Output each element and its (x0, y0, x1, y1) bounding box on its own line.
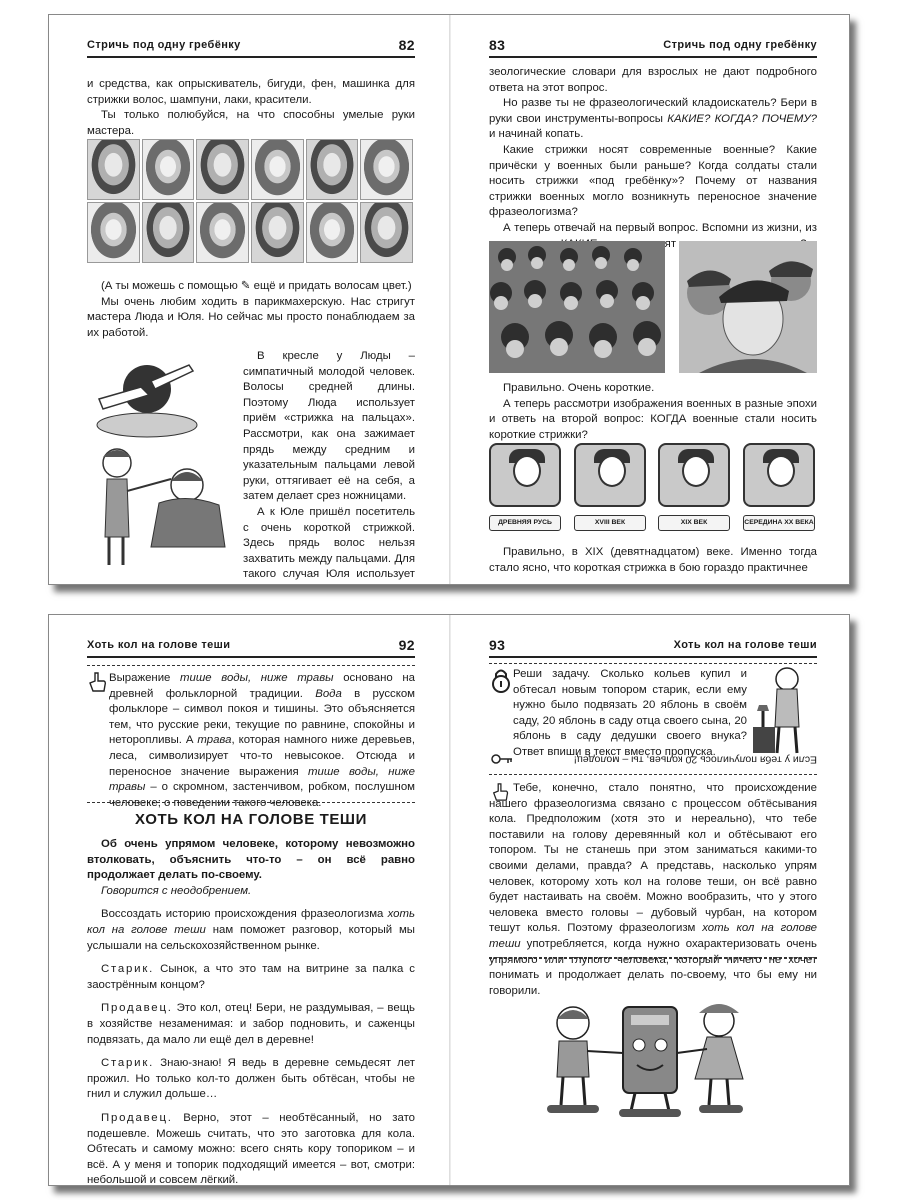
hairstyle-photo (142, 139, 195, 200)
note-text: , которая намного ниже деревьев, леса, символизирует что-то невысокое. Отсюда и переносное значение выражения (109, 734, 415, 778)
header-rule (87, 656, 415, 658)
text-block (489, 545, 817, 576)
paragraph-text: нам поможет разговор, который мы услышали на сельскохозяйственном рынке. (87, 923, 415, 952)
hairstyle-photo (142, 202, 195, 263)
section-heading: ХОТЬ КОЛ НА ГОЛОВЕ ТЕШИ (135, 811, 367, 828)
era-label: СЕРЕДИНА XX ВЕКА (743, 515, 815, 531)
text-block (513, 667, 747, 761)
era-cards (489, 443, 815, 535)
note-text: Выражение (109, 672, 181, 684)
era-card-19th-century (658, 443, 730, 507)
running-head (489, 639, 817, 655)
section-divider (489, 957, 817, 959)
hairstyle-photo (196, 202, 249, 263)
paragraph: А теперь рассмотри изображения военных в разные эпохи и ответь на второй вопрос: КОГДА военные стали носить короткие стрижки? (489, 397, 817, 441)
paragraph-text: употребляется, когда нужно охарактеризовать очень упрямого или глупого человека, который ничего не хочет понимать и продолжает делать по-своему, что бы ему ни говорили. (489, 937, 817, 997)
key-word: трава (197, 734, 232, 747)
paragraph: А теперь отвечай на первый вопрос. Вспомни из жизни, из (503, 221, 817, 234)
phraseologism: тише воды, ниже травы (180, 672, 334, 684)
text-block (489, 65, 817, 252)
dialogue-text: Сынок, а что это там на витрине за палка с заострённым концом? (87, 963, 415, 991)
page-number: 83 (489, 37, 506, 53)
dialogue-text: Это кол, отец! Бери, не раздумывая, – вещь в хозяйстве незаменимая: и забор подновить, и саженцы подвязать, да мало ли ещё дел в деревне! (87, 1002, 415, 1046)
soldier-face (767, 455, 795, 487)
haircut-fingers-illustration (89, 351, 201, 439)
usage-note-text: Говорится с неодобрением. (101, 884, 252, 897)
era-label: ДРЕВНЯЯ РУСЬ (489, 515, 561, 531)
hairstyle-photo (306, 139, 359, 200)
note-text: основано на древней фольклорной традиции. (109, 672, 415, 700)
text-block (243, 349, 415, 585)
text-block (109, 671, 415, 811)
paragraph: Ты только полюбуйся, на что способны умелые руки мастера. (87, 109, 415, 137)
hairstyle-photo (87, 139, 140, 200)
paragraph: (А ты можешь с помощью ✎ ещё и придать волосам цвет.) (101, 280, 412, 292)
paragraph (87, 907, 415, 954)
paragraph: и средства, как опрыскиватель, бигуди, фен, машинка для стрижки волос, шампуни, лаки, красители. (87, 78, 415, 106)
note-paragraph (109, 671, 415, 811)
header-rule (489, 56, 817, 58)
hairstyle-photo-grid (87, 139, 413, 263)
paragraph-text: Тебе, конечно, стало понятно, что происхождение нашего фразеологизма связано с процессом обтёсывания кола. Предположим (хотя это и нереально), что тебе поставили на голову деревянный кол и обтёсывают его топором. Ты не станешь при этом заниматься какими-то своими делами, правда? А представь, насколько упрям человек, которому хоть кол на голове теши, он всё равно будет настаивать на своём. Можно вообразить, что у этого человека вместо головы – дубовый чурбан, на котором тешут колья. Поэтому фразеологизм (489, 782, 817, 935)
soldier-face (598, 455, 626, 487)
note-text: – о скромном, застенчивом, робком, послушном человеке; о поведении такого человека. (109, 781, 415, 809)
running-title: Хоть кол на голове теши (87, 639, 231, 651)
bottom-spread (48, 614, 850, 1186)
paragraph: Какие стрижки носят современные военные? Какие причёски у военных были раньше? Когда солдаты стали носить стрижки «под гребёнку»? Почему от названия стрижки военных могло возникнуть переносное значение фразеологизма? (489, 143, 817, 219)
paragraph (489, 781, 817, 999)
key-word: Вода (315, 687, 342, 700)
page-number: 92 (398, 637, 415, 653)
text-block (489, 781, 817, 999)
running-title: Стричь под одну гребёнку (663, 39, 817, 51)
era-label: XIX ВЕК (658, 515, 730, 531)
dialogue-text: Знаю-знаю! Я ведь в деревне семьдесят лет прожил. Но только кол-то должен быть обтёсан, чтобы не гнил и служил дольше… (87, 1057, 415, 1101)
hairstyle-photo (196, 139, 249, 200)
paragraph: Правильно, в XIX (девятнадцатом) веке. Именно тогда стало ясно, что короткая стрижка в бою гораздо практичнее (489, 546, 817, 574)
running-head (87, 639, 415, 655)
phraseologism: тише воды, ниже травы (109, 765, 415, 794)
page-92 (49, 615, 449, 1185)
dialogue-line (87, 962, 415, 993)
padlock-icon (491, 667, 511, 693)
era-card-ancient-rus (489, 443, 561, 507)
paragraph: А к Юле пришёл посетитель с очень короткой стрижкой. Здесь прядь волос нельзя захватить между пальцами. Для такого случая Юля использует (243, 505, 415, 581)
soldiers-parade-photo (489, 241, 665, 373)
paragraph: В кресле у Люды – симпатичный молодой человек. Волосы средней длины. Поэтому Люда использует приём «стрижка на пальцах». Рассмотри, как она зажимает прядь между средним и указательным пальцами левой руки, оттягивает её на себя, а затем делает срез ножницами. (243, 350, 415, 503)
usage-note (87, 884, 415, 900)
header-rule (87, 56, 415, 58)
pointing-hand-icon (87, 671, 107, 693)
speaker: Старик. (101, 1057, 155, 1070)
speaker: Продавец. (101, 1002, 173, 1015)
paragraph: Мы очень любим ходить в парикмахерскую. Нас стригут мастера Люда и Юля. Но сейчас мы просто понаблюдаем за их работой. (87, 295, 415, 339)
era-label: XVIII ВЕК (574, 515, 646, 531)
dialogue-text: Верно, этот – необтёсанный, но зато подешевле. Можешь считать, что это заготовка для кола. Обтесать и самому можно: всего снять кору топориком – и всё. А у меня и топорик подходящий имеется – вот, смотри: небольшой и совсем лёгкий. (87, 1111, 415, 1186)
answer-line (517, 751, 817, 767)
definition: Об очень упрямом человеке, которому невозможно втолковать, объяснить что-то – он всё равно продолжает делать по-своему. (87, 838, 415, 882)
page-93 (451, 615, 850, 1185)
hairstyle-photo (360, 139, 413, 200)
page-83 (451, 15, 850, 584)
running-title: Хоть кол на голове теши (673, 639, 817, 651)
dialogue-line (87, 1001, 415, 1048)
header-rule (489, 656, 817, 658)
page-number: 93 (489, 637, 506, 653)
note-text: в русском фольклоре – символ покоя и тишины. Это объясняется тем, что русские реки, текущие по равнине, спокойны и неторопливы. А (109, 687, 415, 747)
hairstyle-photo (360, 202, 413, 263)
running-title: Стричь под одну гребёнку (87, 39, 241, 51)
soldiers-portrait-photo (679, 241, 817, 373)
paragraph (489, 96, 817, 143)
dialogue-line (87, 1056, 415, 1103)
speaker: Продавец. (101, 1111, 173, 1124)
children-with-book-illustration (539, 993, 759, 1123)
text-block (87, 837, 415, 1186)
era-card-mid-20th-century (743, 443, 815, 507)
key-icon (491, 753, 513, 765)
dialogue-line (87, 1111, 415, 1186)
running-head (489, 39, 817, 55)
page-number: 82 (398, 37, 415, 53)
hairstyle-photo (87, 202, 140, 263)
old-man-axe-illustration (751, 665, 817, 757)
running-head (87, 39, 415, 55)
soldier-face (513, 455, 541, 487)
paragraph: Правильно. Очень короткие. (503, 382, 655, 394)
hairstyle-photo (251, 202, 304, 263)
era-card-18th-century (574, 443, 646, 507)
paragraph-text: Но разве ты не фразеологический кладоискатель? Бери в руки свои инструменты-вопросы (489, 97, 817, 125)
paragraph-text: Воссоздать историю происхождения фразеологизма (101, 908, 388, 921)
speaker: Старик. (101, 963, 155, 976)
paragraph-text: и начинай копать. (489, 128, 584, 141)
paragraph: зеологические словари для взрослых не дают подробного ответа на этот вопрос. (489, 66, 817, 94)
haircut-comb-illustration (89, 441, 229, 569)
text-block (489, 381, 817, 443)
soldier-face (682, 455, 710, 487)
question-words: КАКИЕ? КОГДА? ПОЧЕМУ? (667, 112, 817, 125)
top-spread (48, 14, 850, 585)
text-block (87, 279, 415, 341)
task-paragraph: Реши задачу. Сколько кольев купил и обтесал новым топором старик, если ему нужно было подвязать 20 яблонь в своём саду, 20 яблонь в саду отца своего сына, 20 яблонь в саду дедушки своего внука? Ответ впиши в текст вместо пропуска. (513, 668, 747, 758)
page-82 (49, 15, 449, 584)
hairstyle-photo (306, 202, 359, 263)
phraseologism: хоть кол на голове теши (489, 922, 817, 950)
phraseologism: хоть кол на голове теши (87, 908, 415, 936)
hairstyle-photo (251, 139, 304, 200)
text-block (87, 77, 415, 139)
upside-down-answer: Если у тебя получилось 20 кольев, ты – молодец! (573, 753, 817, 766)
